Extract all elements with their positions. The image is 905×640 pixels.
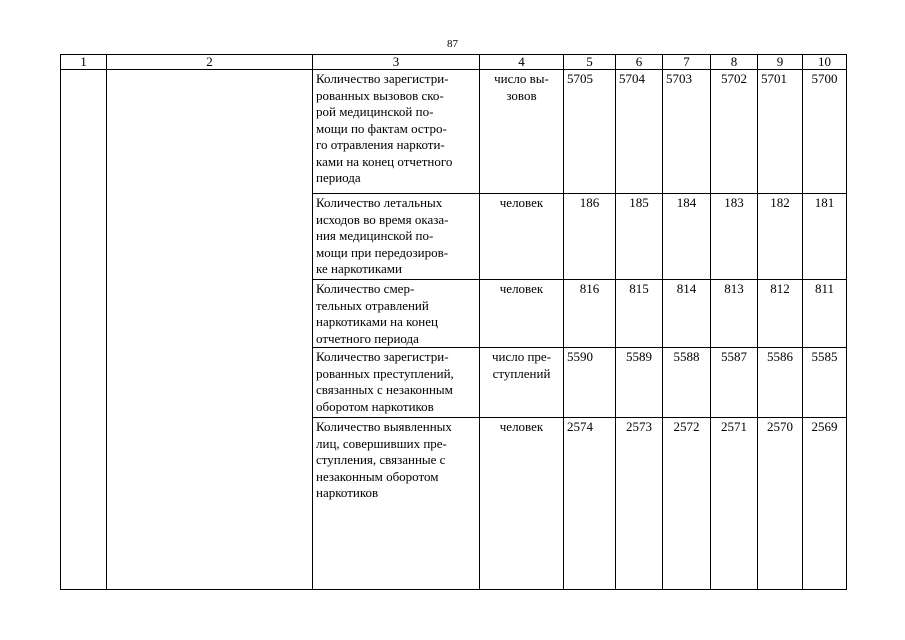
column-header: 5 [564, 55, 616, 70]
value-cell: 812 [758, 280, 803, 348]
value-cell: 5702 [711, 70, 758, 194]
value-cell: 184 [663, 194, 711, 280]
value-cell: 2571 [711, 418, 758, 590]
value-cell: 5588 [663, 348, 711, 418]
column-header: 10 [803, 55, 847, 70]
value-cell: 2572 [663, 418, 711, 590]
value-cell: 813 [711, 280, 758, 348]
value-cell: 815 [616, 280, 663, 348]
table-row [61, 70, 847, 194]
indicator-cell: Количество смер- тельных отравлений наркотиками на конец отчетного периода [313, 280, 480, 348]
unit-cell: человек [480, 194, 564, 280]
value-cell: 5700 [803, 70, 847, 194]
value-cell: 816 [564, 280, 616, 348]
column-header: 3 [313, 55, 480, 70]
value-cell: 2573 [616, 418, 663, 590]
unit-cell: число пре- ступлений [480, 348, 564, 418]
value-cell: 5585 [803, 348, 847, 418]
header-row [61, 55, 847, 70]
value-cell: 182 [758, 194, 803, 280]
indicator-cell: Количество зарегистри- рованных вызовов ско- рой медицинской по- мощи по фактам остро- го отравления наркоти- ками на конец отчетного периода [313, 70, 480, 194]
value-cell: 814 [663, 280, 711, 348]
value-cell: 186 [564, 194, 616, 280]
value-cell: 181 [803, 194, 847, 280]
value-cell: 185 [616, 194, 663, 280]
value-cell: 5703 [663, 70, 711, 194]
value-cell: 5590 [564, 348, 616, 418]
column-header: 4 [480, 55, 564, 70]
indicator-cell: Количество зарегистри- рованных преступлений, связанных с незаконным оборотом наркотиков [313, 348, 480, 418]
value-cell: 2569 [803, 418, 847, 590]
value-cell: 183 [711, 194, 758, 280]
value-cell: 5705 [564, 70, 616, 194]
column-header: 9 [758, 55, 803, 70]
indicator-cell: Количество летальных исходов во время оказа- ния медицинской по- мощи при передозиров- ке наркотиками [313, 194, 480, 280]
value-cell: 5701 [758, 70, 803, 194]
column-header: 2 [107, 55, 313, 70]
unit-cell: число вы- зовов [480, 70, 564, 194]
indicator-cell: Количество выявленных лиц, совершивших пре- ступления, связанные с незаконным оборотом наркотиков [313, 418, 480, 590]
value-cell: 2570 [758, 418, 803, 590]
value-cell: 5587 [711, 348, 758, 418]
value-cell: 5704 [616, 70, 663, 194]
value-cell: 2574 [564, 418, 616, 590]
indicators-table [60, 54, 847, 590]
column-header: 7 [663, 55, 711, 70]
unit-cell: человек [480, 280, 564, 348]
value-cell: 5586 [758, 348, 803, 418]
column-header: 6 [616, 55, 663, 70]
page-number: 87 [447, 38, 458, 50]
column-1-cell [61, 70, 107, 590]
column-header: 8 [711, 55, 758, 70]
value-cell: 5589 [616, 348, 663, 418]
column-2-cell [107, 70, 313, 590]
column-header: 1 [61, 55, 107, 70]
value-cell: 811 [803, 280, 847, 348]
unit-cell: человек [480, 418, 564, 590]
